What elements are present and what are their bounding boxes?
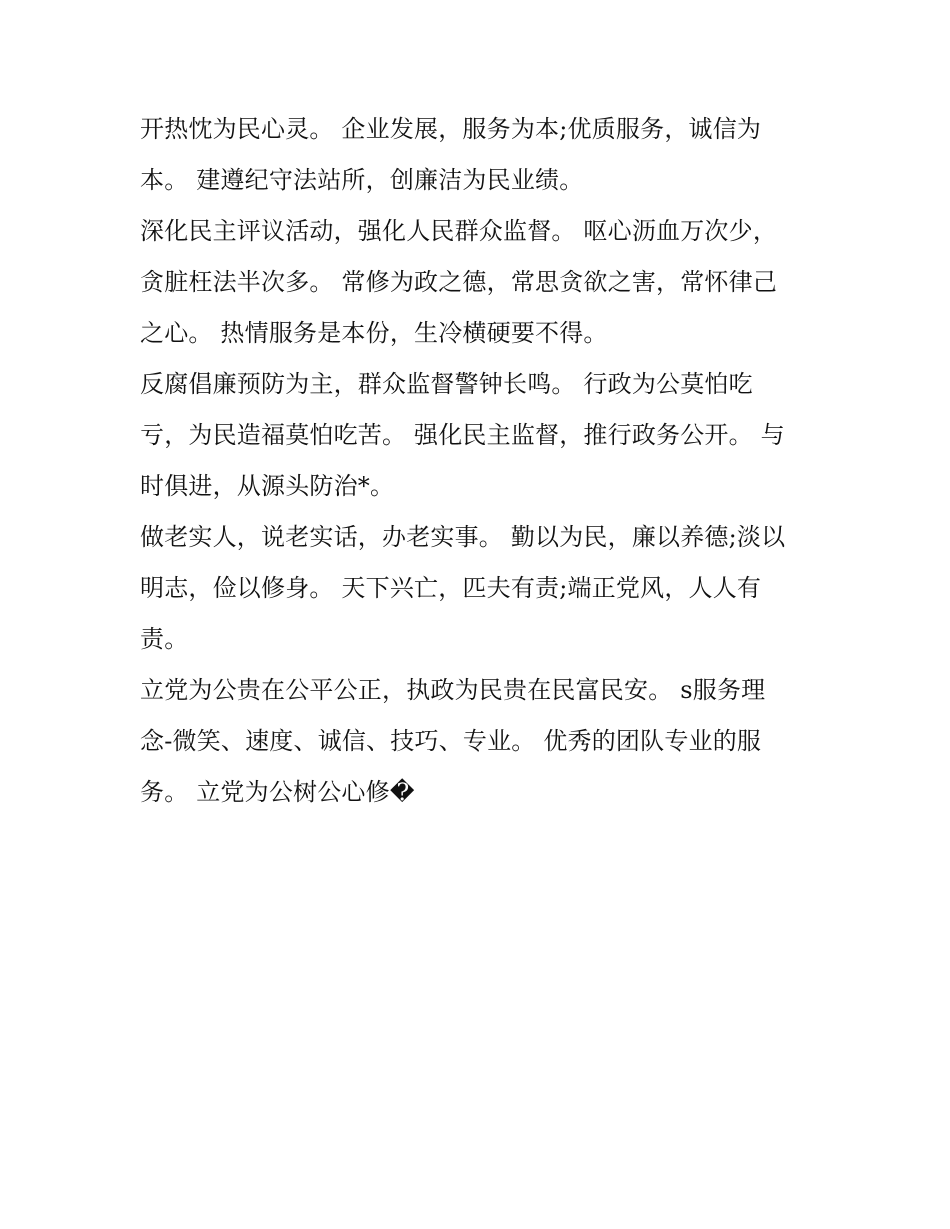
paragraph [140, 359, 810, 512]
text-line: 明志，俭以修身。 天下兴亡，匹夫有责;端正党风，人人有 [140, 574, 762, 602]
text-line: 时俱进，从源头防治*。 [140, 472, 395, 500]
paragraph [140, 206, 810, 359]
document-body [140, 104, 810, 818]
text-line: 念-微笑、速度、诚信、技巧、专业。 优秀的团队专业的服 [140, 727, 762, 755]
text-line: 责。 [140, 625, 189, 653]
text-line: 贪脏枉法半次多。 常修为政之德，常思贪欲之害，常怀律己 [140, 268, 778, 296]
paragraph [140, 104, 810, 206]
text-line: 反腐倡廉预防为主，群众监督警钟长鸣。 行政为公莫怕吃 [140, 370, 753, 398]
text-line: 亏，为民造福莫怕吃苦。 强化民主监督，推行政务公开。 与 [140, 421, 785, 449]
text-line: 做老实人，说老实话，办老实事。 勤以为民，廉以养德;淡以 [140, 523, 786, 551]
text-line: 务。 立党为公树公心修� [140, 778, 415, 806]
text-line: 开热忱为民心灵。 企业发展，服务为本;优质服务，诚信为 [140, 115, 762, 143]
text-line: 深化民主评议活动，强化人民群众监督。 呕心沥血万次少， [140, 217, 778, 245]
text-line: 之心。 热情服务是本份，生冷横硬要不得。 [140, 319, 608, 347]
paragraph [140, 512, 810, 665]
paragraph [140, 665, 810, 818]
text-line: 本。 建遵纪守法站所，创廉洁为民业绩。 [140, 166, 584, 194]
text-line: 立党为公贵在公平公正，执政为民贵在民富民安。 s服务理 [140, 676, 766, 704]
